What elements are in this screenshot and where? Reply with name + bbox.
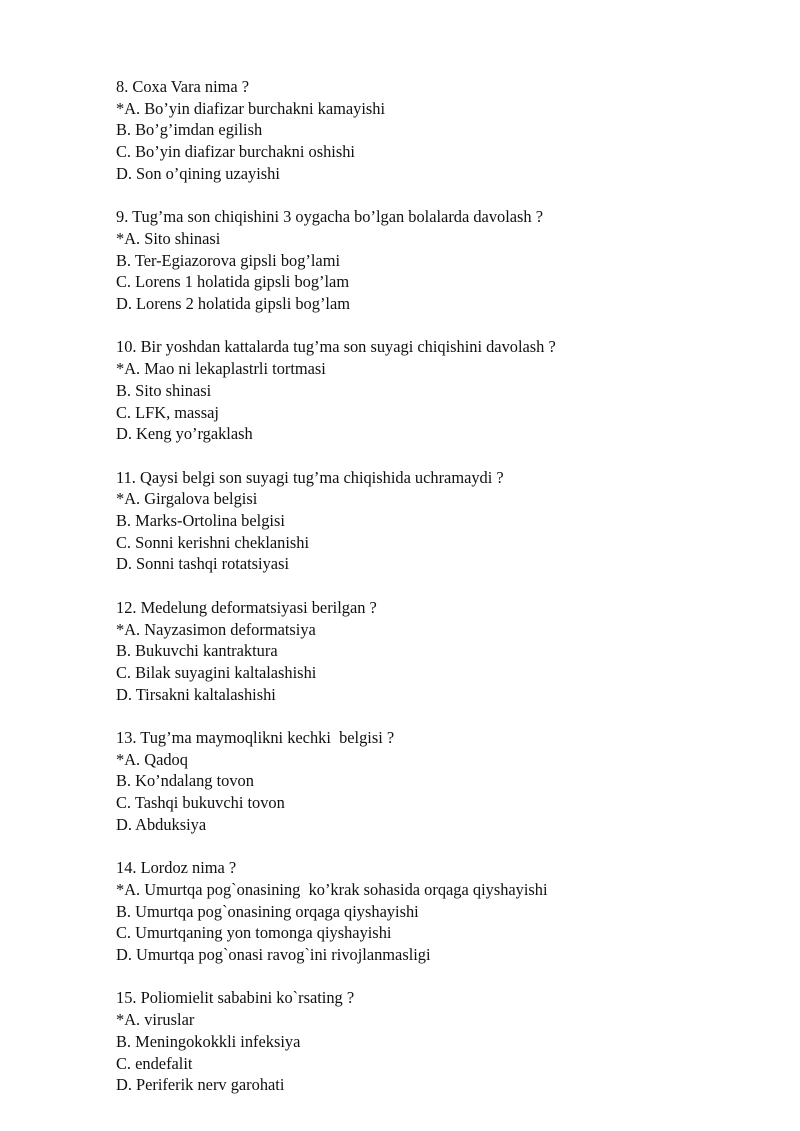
answer-option: C. Lorens 1 holatida gipsli bog’lam — [116, 272, 350, 292]
answer-option: B. Ko’ndalang tovon — [116, 771, 254, 791]
question-block — [116, 727, 756, 836]
answer-option: *A. viruslar — [116, 1010, 195, 1030]
question-block — [116, 987, 756, 1096]
answer-option: D. Abduksiya — [116, 814, 207, 834]
answer-option: D. Periferik nerv garohati — [116, 1075, 285, 1095]
answer-option: D. Sonni tashqi rotatsiyasi — [116, 554, 290, 574]
question-text: 13. Tug’ma maymoqlikni kechki belgisi ? — [116, 728, 395, 748]
question-text: 11. Qaysi belgi son suyagi tug’ma chiqishida uchramaydi ? — [116, 467, 504, 487]
answer-option: C. LFK, massaj — [116, 402, 219, 422]
answer-option: D. Tirsakni kaltalashishi — [116, 684, 276, 704]
answer-option: *A. Nayzasimon deformatsiya — [116, 619, 316, 639]
answer-option: B. Bo’g’imdan egilish — [116, 120, 263, 140]
question-text: 14. Lordoz nima ? — [116, 858, 237, 878]
answer-option: B. Bukuvchi kantraktura — [116, 641, 278, 661]
answer-option: D. Lorens 2 holatida gipsli bog’lam — [116, 294, 350, 314]
answer-option: *A. Qadoq — [116, 749, 188, 769]
answer-option: C. Umurtqaning yon tomonga qiyshayishi — [116, 923, 392, 943]
question-block — [116, 336, 756, 445]
answer-option: *A. Mao ni lekaplastrli tortmasi — [116, 359, 326, 379]
answer-option: B. Ter-Egiazorova gipsli bog’lami — [116, 250, 340, 270]
question-text: 8. Coxa Vara nima ? — [116, 77, 250, 96]
answer-option: B. Marks-Ortolina belgisi — [116, 511, 285, 531]
answer-option: *A. Umurtqa pog`onasining ko’krak sohasida orqaga qiyshayishi — [116, 879, 548, 899]
question-block — [116, 206, 756, 315]
answer-option: C. Tashqi bukuvchi tovon — [116, 793, 285, 813]
answer-option: *A. Girgalova belgisi — [116, 489, 258, 509]
answer-option: *A. Sito shinasi — [116, 228, 221, 248]
answer-option: B. Umurtqa pog`onasining orqaga qiyshayishi — [116, 901, 419, 921]
document-page — [116, 76, 756, 1118]
question-block — [116, 76, 756, 185]
question-block — [116, 467, 756, 576]
question-text: 12. Medelung deformatsiyasi berilgan ? — [116, 597, 377, 617]
answer-option: C. Sonni kerishni cheklanishi — [116, 532, 310, 552]
answer-option: D. Keng yo’rgaklash — [116, 424, 253, 444]
answer-option: D. Son o’qining uzayishi — [116, 163, 280, 183]
answer-option: D. Umurtqa pog`onasi ravog`ini rivojlanmasligi — [116, 945, 431, 965]
question-text: 10. Bir yoshdan kattalarda tug’ma son suyagi chiqishini davolash ? — [116, 337, 556, 357]
answer-option: B. Meningokokkli infeksiya — [116, 1031, 301, 1051]
answer-option: B. Sito shinasi — [116, 380, 212, 400]
question-block — [116, 857, 756, 966]
answer-option: C. Bo’yin diafizar burchakni oshishi — [116, 142, 355, 162]
question-text: 15. Poliomielit sababini ko`rsating ? — [116, 988, 355, 1008]
answer-option: *A. Bo’yin diafizar burchakni kamayishi — [116, 98, 386, 118]
answer-option: C. Bilak suyagini kaltalashishi — [116, 662, 317, 682]
question-text: 9. Tug’ma son chiqishini 3 oygacha bo’lgan bolalarda davolash ? — [116, 207, 543, 227]
question-block — [116, 597, 756, 706]
answer-option: C. endefalit — [116, 1053, 193, 1073]
